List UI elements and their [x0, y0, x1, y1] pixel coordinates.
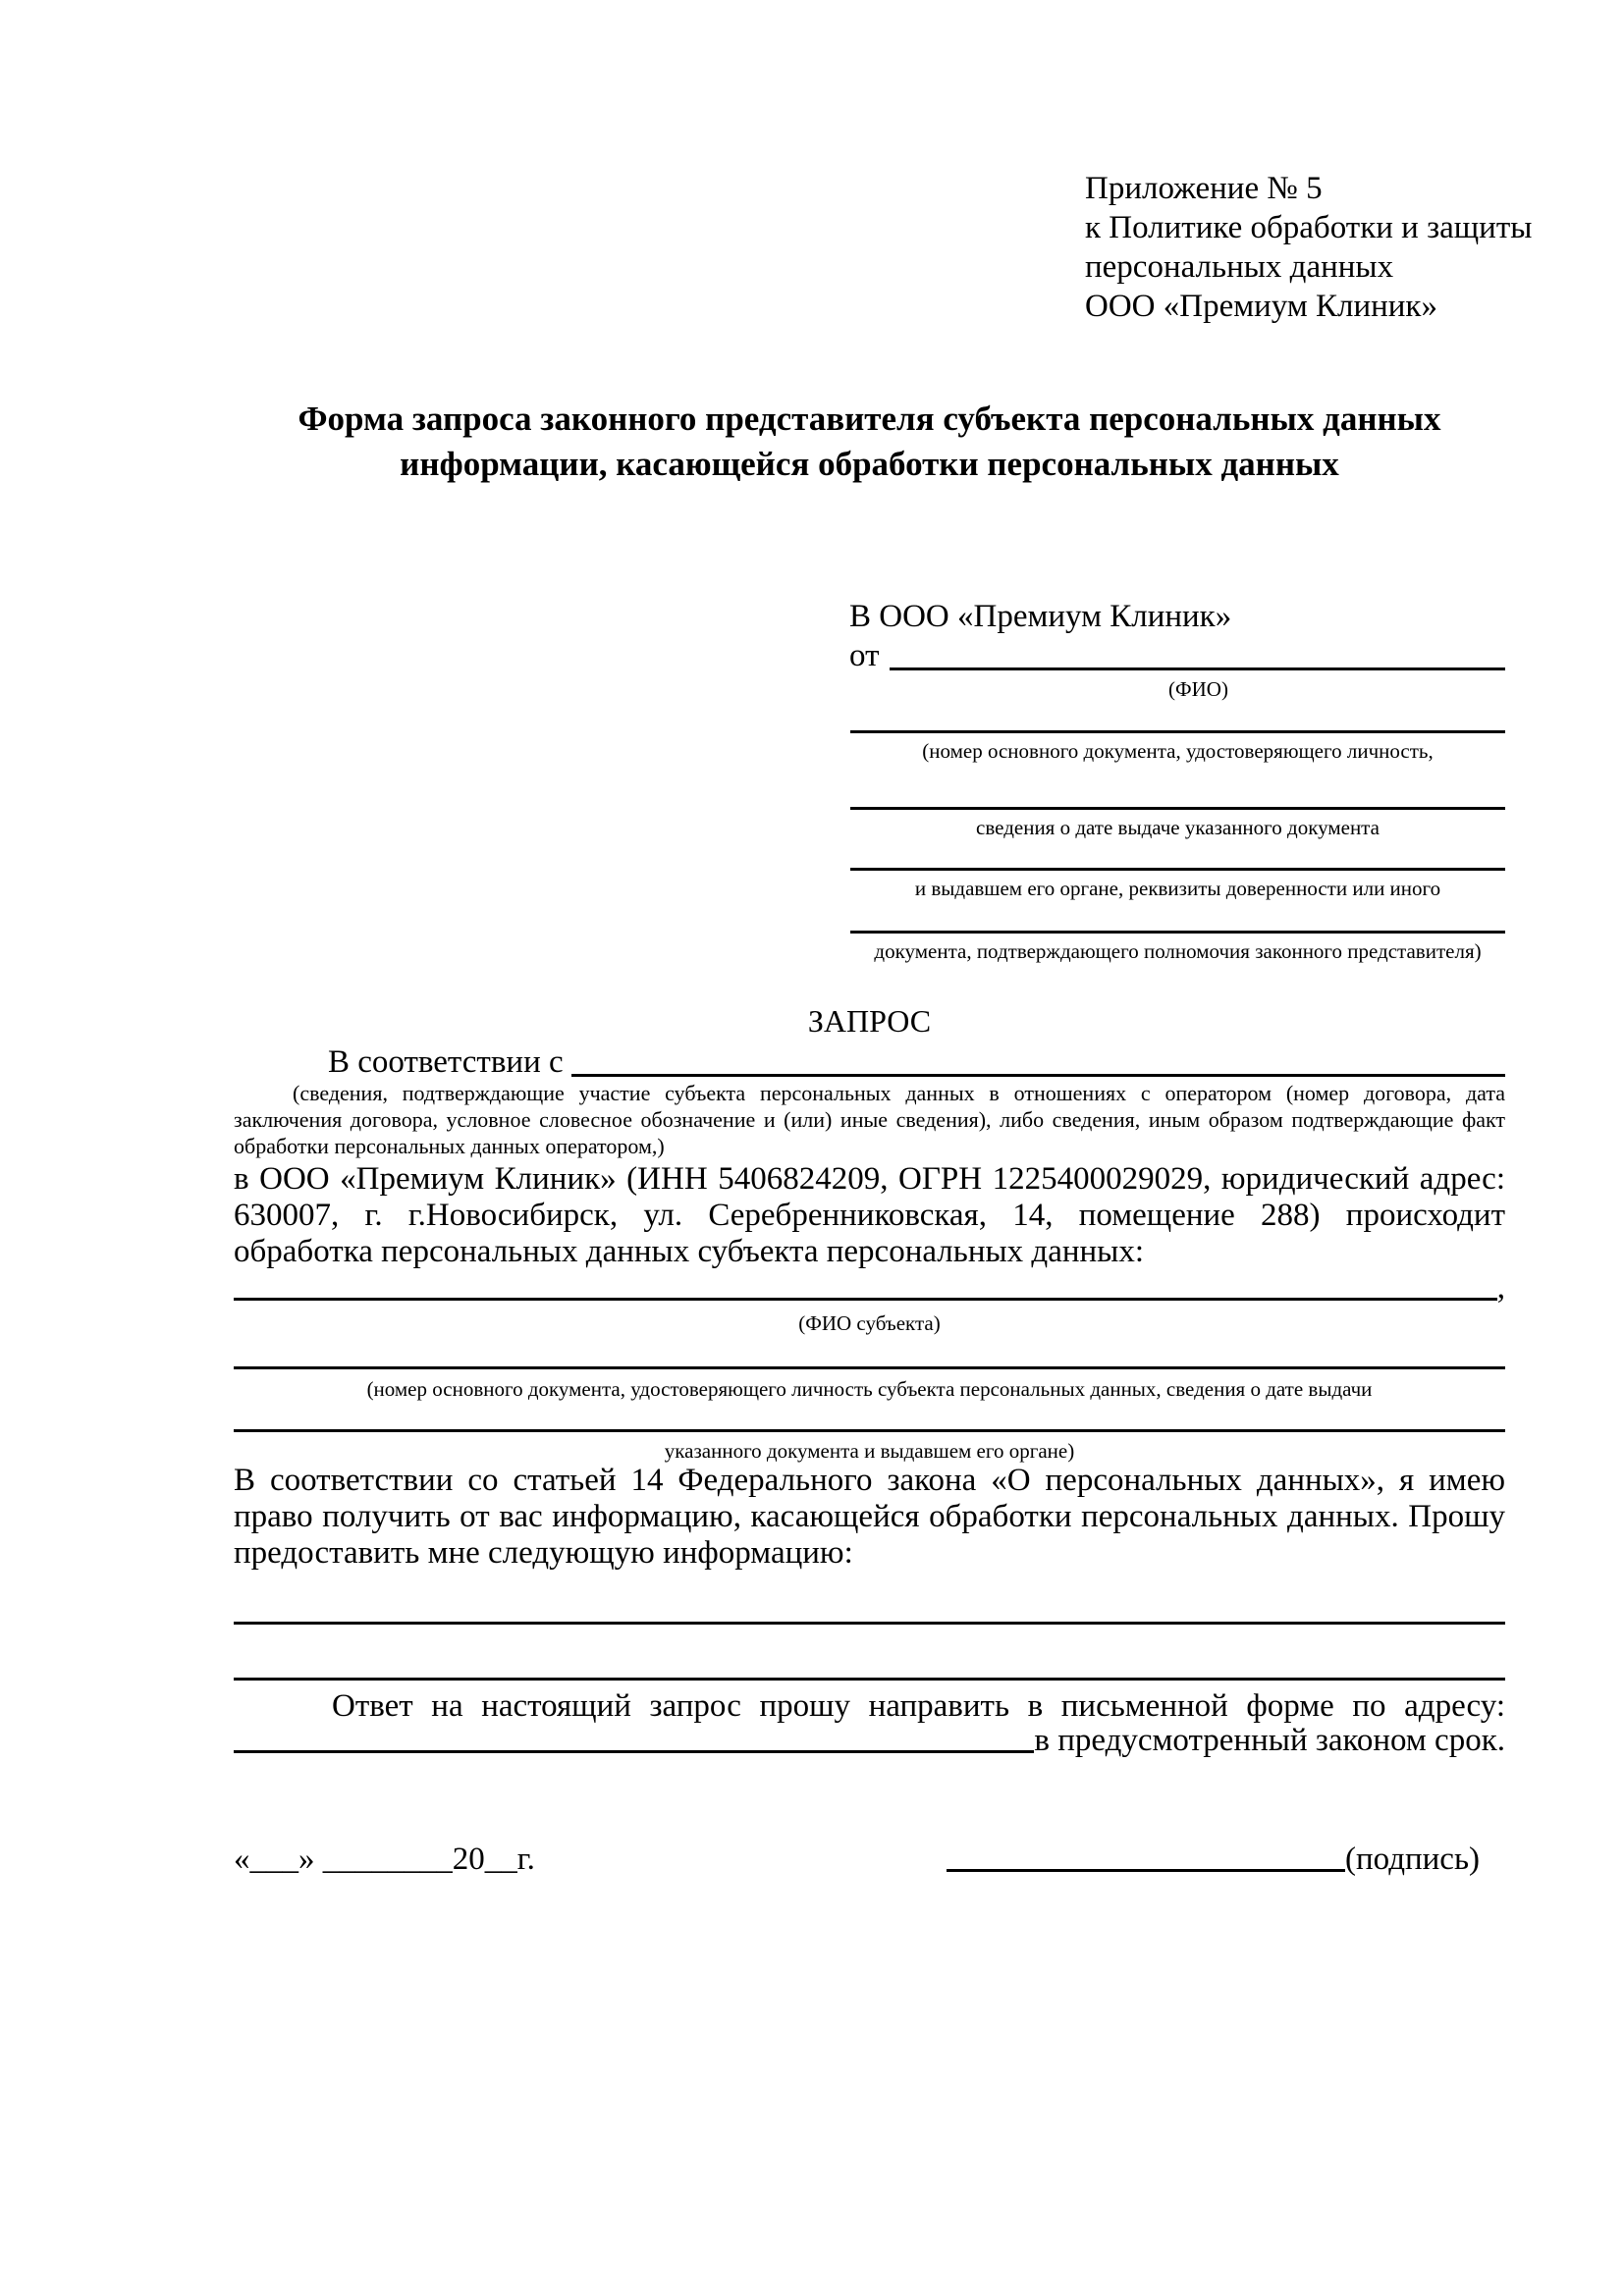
subject-fio-row [234, 1270, 1505, 1307]
appendix-line-4: ООО «Премиум Клиник» [1085, 289, 1437, 324]
appendix-header [1085, 169, 1532, 326]
trailing-comma: , [1496, 1270, 1505, 1306]
intro-prefix: В соответствии с [328, 1044, 564, 1080]
request-heading: ЗАПРОС [807, 1003, 932, 1039]
subject-fio-caption: (ФИО субъекта) [798, 1311, 941, 1335]
info-fill-in-line-1[interactable] [234, 1622, 1505, 1625]
appendix-line-1: Приложение № 5 [1085, 171, 1323, 206]
from-fill-in-line[interactable] [890, 667, 1506, 670]
operator-paragraph: в ООО «Премиум Клиник» (ИНН 5406824209, ОГРН 1225400029029, юридический адрес: 630007, г. г.Новосибирск, ул. Серебренниковская, 14, помещение 288) происходит обработка персональных данных субъекта персональных данных: [234, 1161, 1505, 1269]
doc-power-caption: документа, подтверждающего полномочия законного представителя) [874, 939, 1482, 963]
law-paragraph: В соответствии со статьей 14 Федерального закона «О персональных данных», я имею право получить от вас информацию, касающейся обработки персональных данных. Прошу предоставить мне следующую информацию: [234, 1463, 1505, 1571]
signature-caption: (подпись) [1345, 1842, 1480, 1877]
reply-suffix: в предусмотренный законом срок. [1034, 1723, 1505, 1758]
intro-note: (сведения, подтверждающие участие субъекта персональных данных в отношениях с оператором (номер договора, дата заключения договора, условное словесное обозначение и (или) иные сведения), либо сведения, иным образом подтверждающие факт обработки персональных данных оператором,) [234, 1081, 1505, 1158]
signature-fill-in-line[interactable] [947, 1869, 1345, 1872]
doc-number-fill-in-line[interactable] [850, 730, 1505, 733]
date-fill-in[interactable]: «___» ________20__г. [234, 1842, 535, 1877]
title-line-1: Форма запроса законного представителя субъекта персональных данных [298, 400, 1441, 438]
reply-address-fill-in-line[interactable] [234, 1750, 1034, 1753]
title-line-2: информации, касающейся обработки персональных данных [400, 445, 1339, 483]
doc-issue-date-fill-in-line[interactable] [850, 807, 1505, 810]
reply-address-row [234, 1723, 1505, 1759]
doc-authority-caption: и выдавшем его органе, реквизиты доверенности или иного [914, 877, 1441, 900]
doc-number-caption: (номер основного документа, удостоверяющего личность, [922, 739, 1434, 763]
subject-fio-fill-in-line[interactable] [234, 1298, 1497, 1301]
subject-doc-fill-in-line-1[interactable] [234, 1366, 1505, 1369]
signature-row [947, 1842, 1480, 1878]
reply-paragraph: Ответ на настоящий запрос прошу направить в письменной форме по адресу: [332, 1688, 1505, 1724]
from-label: от [849, 638, 880, 673]
doc-issue-date-caption: сведения о дате выдаче указанного документа [976, 816, 1380, 839]
doc-power-fill-in-line[interactable] [850, 931, 1505, 934]
subject-doc-caption-1: (номер основного документа, удостоверяющего личность субъекта персональных данных, сведения о дате выдачи [366, 1377, 1373, 1401]
doc-authority-fill-in-line[interactable] [850, 868, 1505, 871]
document-title [234, 397, 1505, 487]
subject-doc-caption-2: указанного документа и выдавшем его органе) [664, 1439, 1075, 1463]
intro-fill-in-line[interactable] [571, 1074, 1505, 1077]
info-fill-in-line-2[interactable] [234, 1678, 1505, 1681]
intro-row [234, 1044, 1505, 1081]
appendix-line-2: к Политике обработки и защиты [1085, 210, 1533, 245]
appendix-line-3: персональных данных [1085, 249, 1394, 285]
addressee-organization: В ООО «Премиум Клиник» [849, 599, 1232, 634]
subject-doc-fill-in-line-2[interactable] [234, 1429, 1505, 1432]
fio-caption: (ФИО) [1168, 677, 1228, 701]
from-field-row [849, 638, 1505, 674]
